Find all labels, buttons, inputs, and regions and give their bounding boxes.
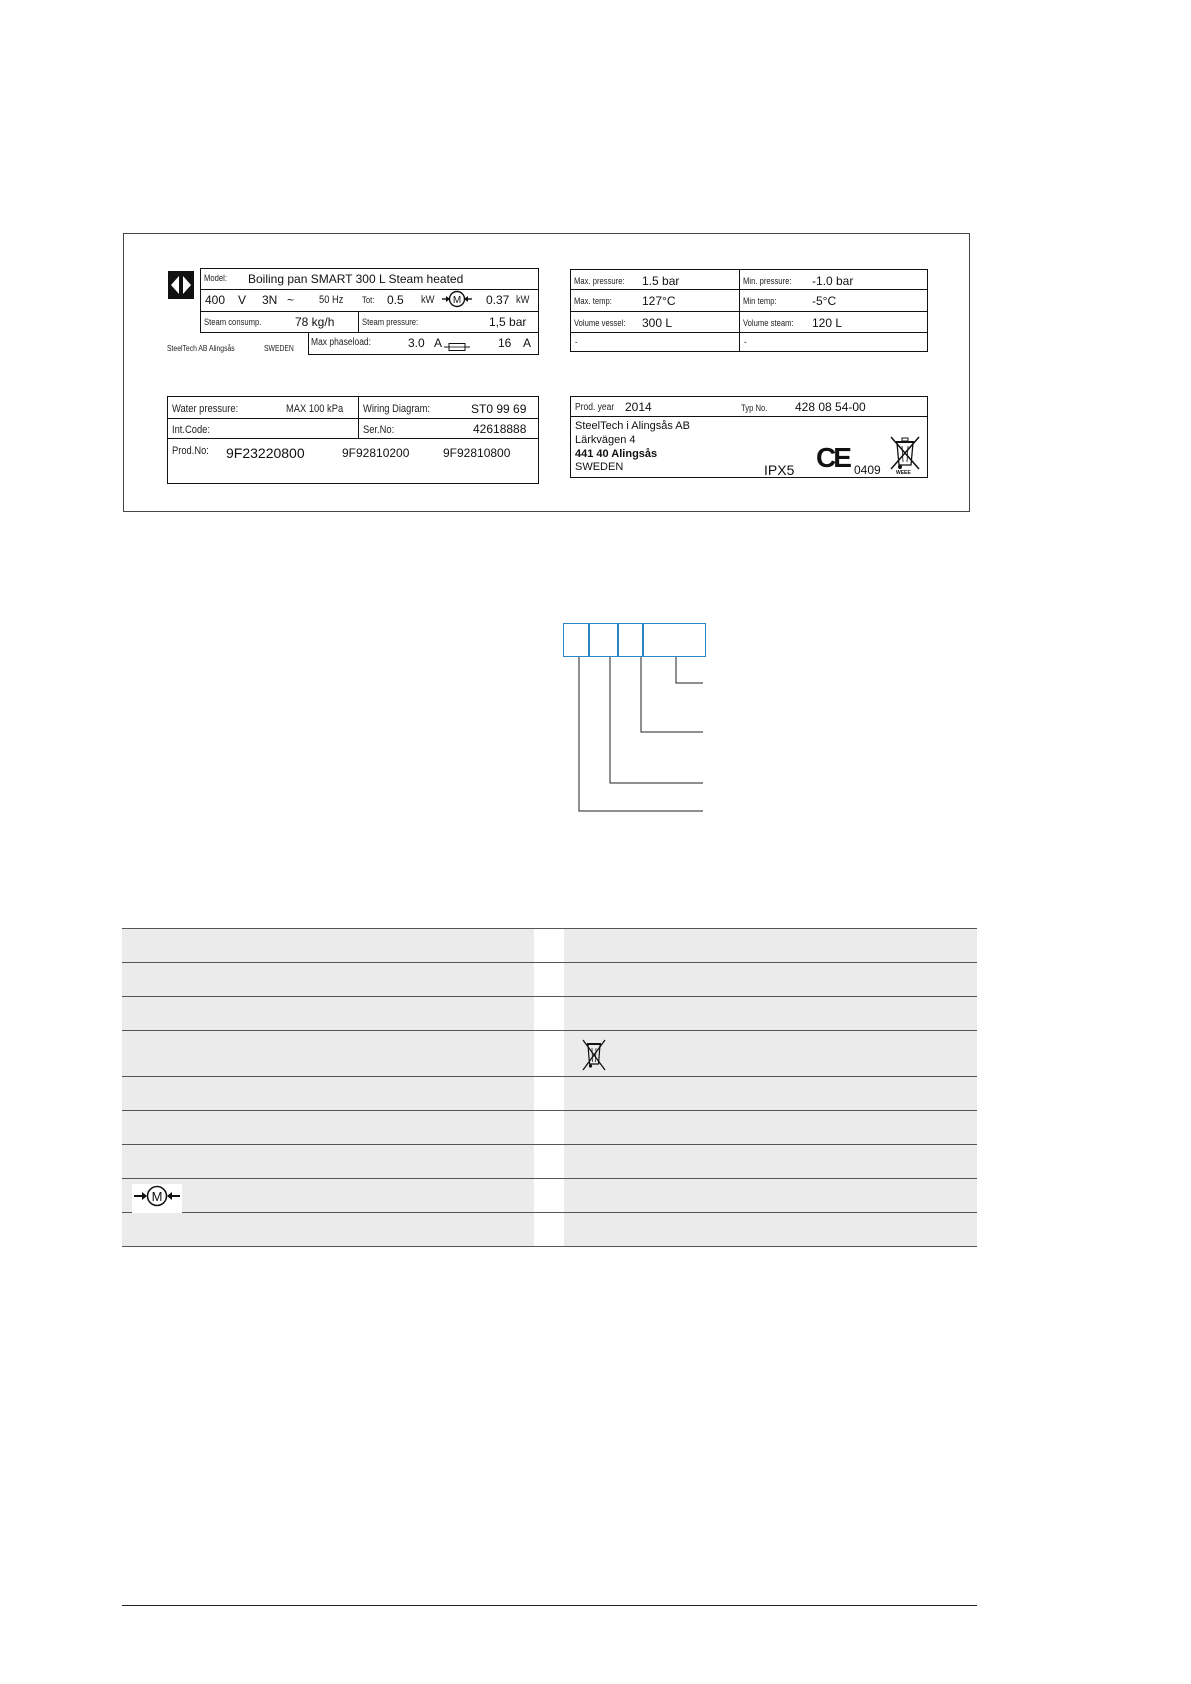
motor-icon xyxy=(132,1184,182,1213)
address-line-1: SteelTech i Alingsås AB xyxy=(575,420,690,432)
motor-kw-unit: kW xyxy=(516,294,530,306)
table-row xyxy=(122,1031,977,1077)
fuse-unit: A xyxy=(523,336,532,350)
code-diagram xyxy=(563,623,710,819)
steam-pressure-label: Steam pressure: xyxy=(362,317,419,327)
prod-no-label: Prod.No: xyxy=(172,445,209,457)
fuse-value: 16 xyxy=(498,336,512,350)
max-pressure-label: Max. pressure: xyxy=(574,276,625,286)
footer-rule xyxy=(122,1605,977,1606)
min-temp-value: -5°C xyxy=(812,294,837,308)
table-row xyxy=(122,963,977,997)
table-row xyxy=(122,1213,977,1247)
typ-no-value: 428 08 54-00 xyxy=(795,400,866,414)
voltage-unit: V xyxy=(238,293,247,307)
svg-text:M: M xyxy=(452,295,462,306)
max-temp-value: 127°C xyxy=(642,294,676,308)
prod-no-2: 9F92810200 xyxy=(342,446,410,460)
max-phaseload-value: 3.0 xyxy=(408,336,425,350)
address-line-3: 441 40 Alingsås xyxy=(575,448,658,460)
steam-consumption-value: 78 kg/h xyxy=(295,315,335,329)
manufacturer-country: SWEDEN xyxy=(264,344,294,353)
svg-text:M: M xyxy=(151,1189,163,1204)
brand-logo xyxy=(168,271,194,299)
table-row xyxy=(122,928,977,963)
water-pressure-value: MAX 100 kPa xyxy=(286,403,344,415)
address-line-4: SWEDEN xyxy=(575,461,624,473)
prod-no-3: 9F92810800 xyxy=(443,446,511,460)
voltage-value: 400 xyxy=(205,293,226,307)
code-leader-lines xyxy=(563,623,710,819)
max-phaseload-label: Max phaseload: xyxy=(311,337,372,348)
table-row xyxy=(122,997,977,1031)
ce-number: 0409 xyxy=(854,463,881,477)
ipx-rating: IPX5 xyxy=(764,462,795,478)
steam-pressure-value: 1,5 bar xyxy=(489,315,527,329)
address-line-2: Lärkvägen 4 xyxy=(575,434,636,446)
legend-table xyxy=(122,928,977,1247)
wiring-diagram-label: Wiring Diagram: xyxy=(363,403,431,415)
tot-value: 0.5 xyxy=(387,293,404,307)
fuse-icon xyxy=(444,339,470,357)
table-row xyxy=(122,1077,977,1111)
max-temp-label: Max. temp: xyxy=(574,296,612,306)
phase-value: 3N xyxy=(262,293,278,307)
max-pressure-value: 1.5 bar xyxy=(642,274,680,288)
table-row xyxy=(122,1145,977,1179)
table-row xyxy=(122,1111,977,1145)
model-label: Model: xyxy=(204,273,227,283)
volume-vessel-label: Volume vessel: xyxy=(574,318,626,328)
volume-steam-label: Volume steam: xyxy=(743,318,794,328)
ce-mark-icon: CE xyxy=(816,442,849,473)
ser-no-value: 42618888 xyxy=(473,422,527,436)
tot-unit: kW xyxy=(421,294,435,306)
tilde: ~ xyxy=(287,293,295,307)
min-pressure-value: -1.0 bar xyxy=(812,274,854,288)
int-code-label: Int.Code: xyxy=(172,424,210,436)
frequency-value: 50 Hz xyxy=(319,294,344,306)
tot-label: Tot: xyxy=(362,295,375,305)
weee-bin-icon xyxy=(576,1037,612,1078)
prod-year-value: 2014 xyxy=(625,400,652,414)
typ-no-label: Typ No. xyxy=(741,403,768,413)
water-pressure-label: Water pressure: xyxy=(172,403,239,415)
model-value: Boiling pan SMART 300 L Steam heated xyxy=(248,272,464,286)
volume-steam-value: 120 L xyxy=(812,316,843,330)
wiring-diagram-value: ST0 99 69 xyxy=(471,402,527,416)
min-pressure-label: Min. pressure: xyxy=(743,276,792,286)
motor-kw-value: 0.37 xyxy=(486,293,510,307)
min-temp-label: Min temp: xyxy=(743,296,777,306)
motor-symbol-icon xyxy=(442,289,472,314)
weee-label: WEEE xyxy=(896,470,911,476)
prod-no-1: 9F23220800 xyxy=(226,445,305,461)
ser-no-label: Ser.No: xyxy=(363,424,395,436)
volume-vessel-value: 300 L xyxy=(642,316,673,330)
table-row xyxy=(122,1179,977,1213)
manufacturer-name: SteelTech AB Alingsås xyxy=(167,344,235,353)
max-phaseload-unit: A xyxy=(434,336,443,350)
prod-year-label: Prod. year xyxy=(575,402,615,413)
dash-left: - xyxy=(575,337,578,347)
steam-consumption-label: Steam consump. xyxy=(204,317,262,327)
dash-right: - xyxy=(744,337,747,347)
